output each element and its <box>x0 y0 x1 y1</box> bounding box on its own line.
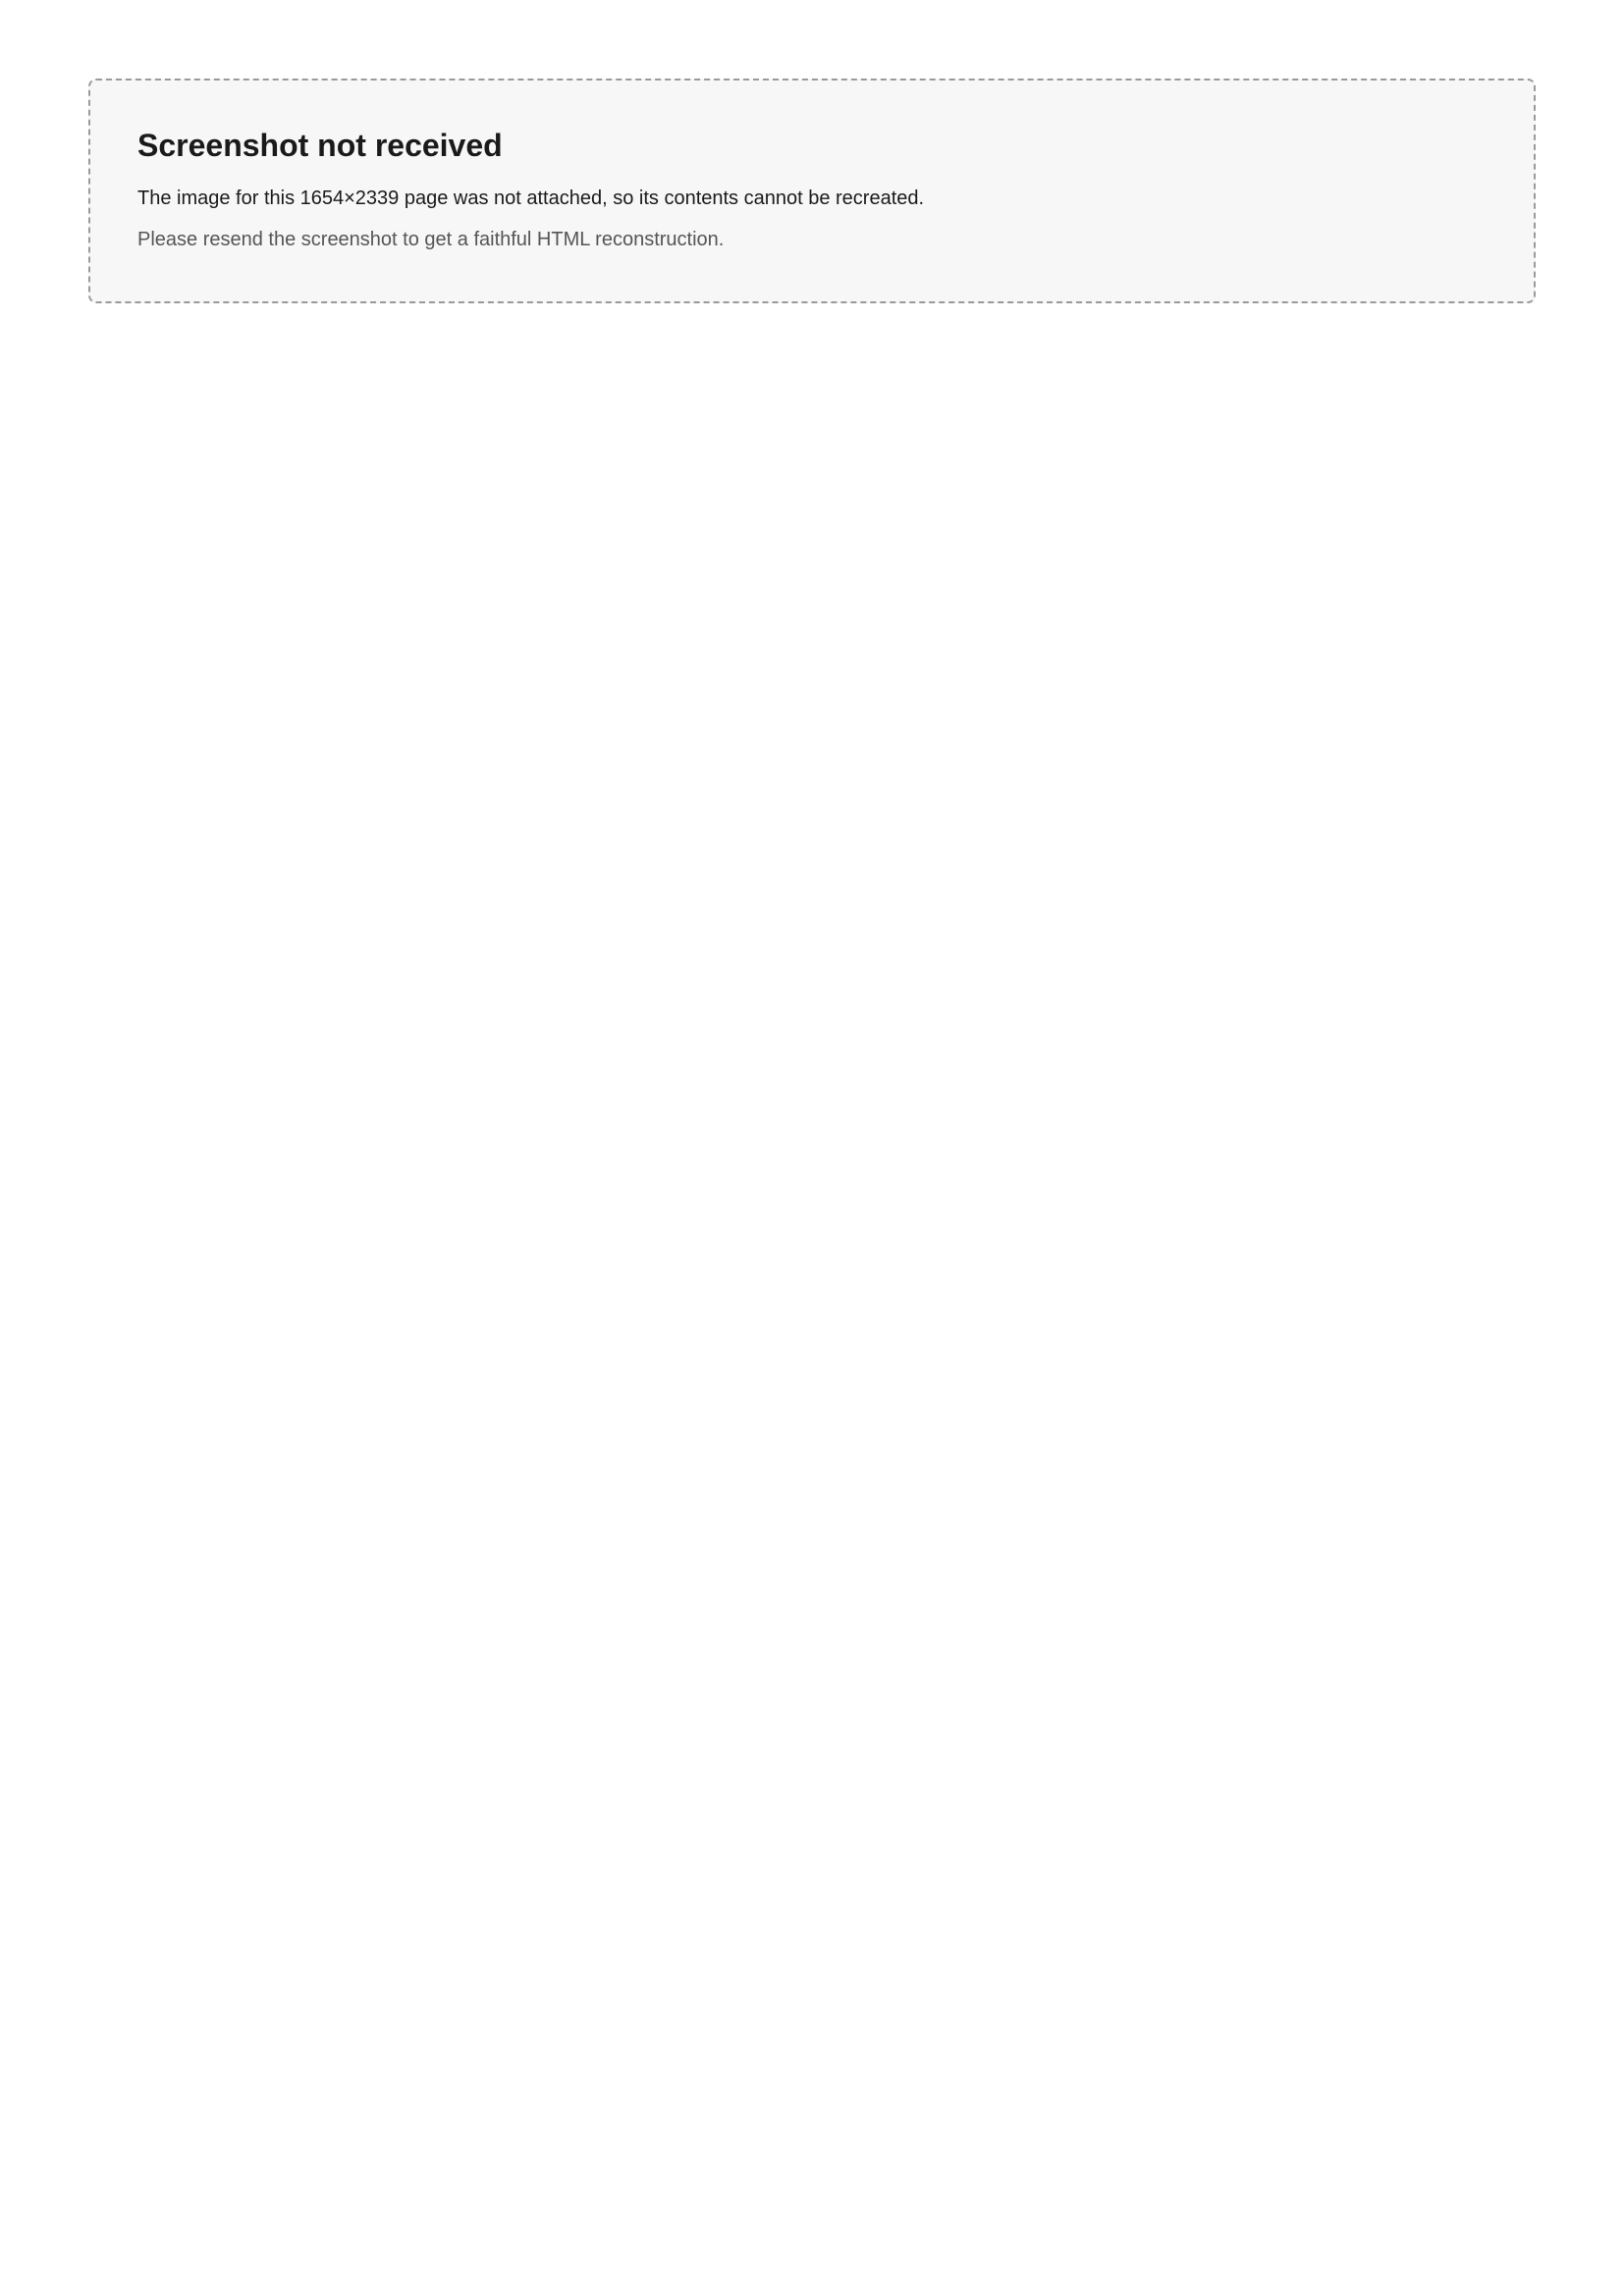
notice-title: Screenshot not received <box>137 128 503 163</box>
notice-message: The image for this 1654×2339 page was not attached, so its contents cannot be recreated. <box>137 187 925 209</box>
missing-image-notice <box>88 79 1536 303</box>
notice-request: Please resend the screenshot to get a faithful HTML reconstruction. <box>137 229 725 250</box>
